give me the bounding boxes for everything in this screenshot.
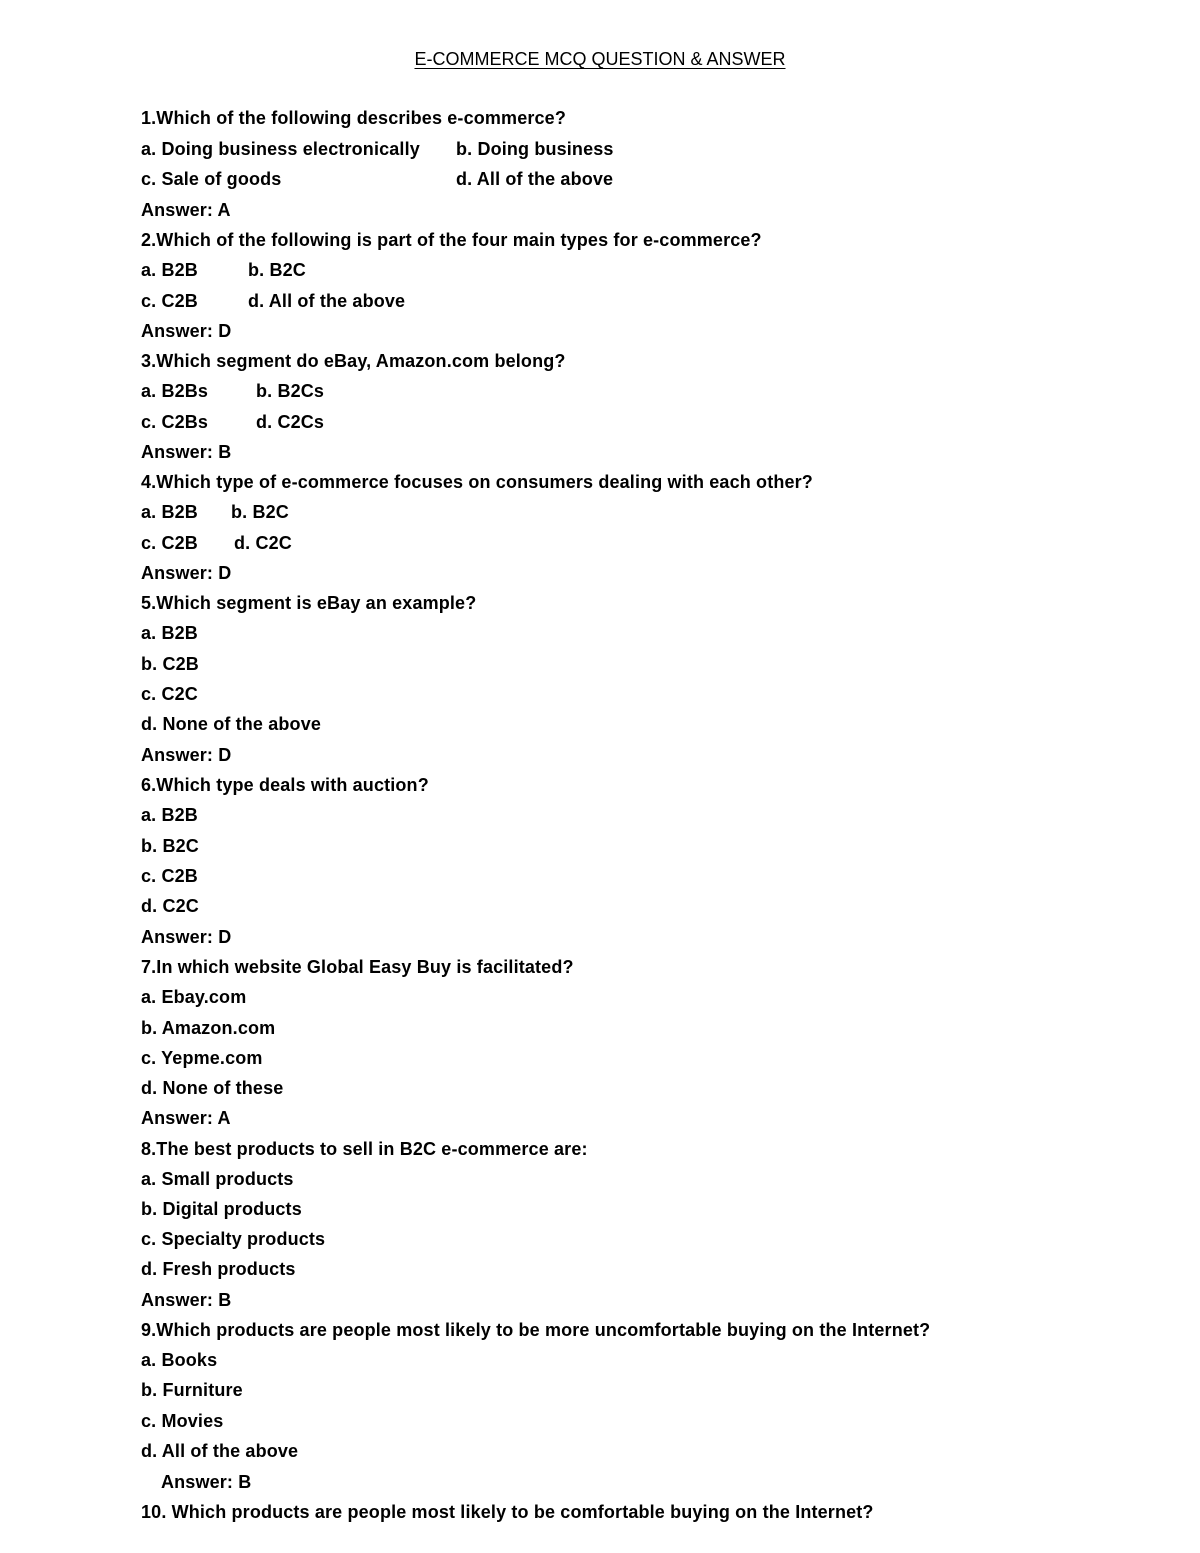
- option-text: c. Yepme.com: [141, 1048, 263, 1068]
- option-text: d. Fresh products: [141, 1259, 296, 1279]
- option-text: b. B2C: [231, 502, 289, 522]
- question-text: 7.In which website Global Easy Buy is facilitated?: [141, 957, 574, 977]
- question-text: 6.Which type deals with auction?: [141, 775, 429, 795]
- question-text: 5.Which segment is eBay an example?: [141, 593, 477, 613]
- answer-text: Answer: A: [141, 1108, 231, 1128]
- option-text: b. B2C: [248, 260, 306, 280]
- question-text: 2.Which of the following is part of the four main types for e-commerce?: [141, 230, 762, 250]
- option-text: a. Books: [141, 1350, 218, 1370]
- option-text: c. C2C: [141, 684, 198, 704]
- option-text: a. Ebay.com: [141, 987, 247, 1007]
- option-text: b. Doing business: [456, 139, 614, 159]
- answer-text: Answer: D: [141, 927, 232, 947]
- option-text: c. C2B: [141, 291, 198, 311]
- option-text: b. C2B: [141, 654, 199, 674]
- page-title: E-COMMERCE MCQ QUESTION & ANSWER: [414, 49, 786, 69]
- answer-text: Answer: B: [161, 1472, 252, 1492]
- option-text: d. All of the above: [248, 291, 406, 311]
- option-text: c. C2B: [141, 533, 198, 553]
- option-text: d. C2Cs: [256, 412, 325, 432]
- option-text: c. Specialty products: [141, 1229, 326, 1249]
- option-text: c. C2B: [141, 866, 198, 886]
- option-text: b. Digital products: [141, 1199, 302, 1219]
- question-text: 10. Which products are people most likely to be comfortable buying on the Internet?: [141, 1502, 874, 1522]
- option-text: a. B2B: [141, 260, 198, 280]
- option-text: d. None of the above: [141, 714, 322, 734]
- option-text: b. B2Cs: [256, 381, 325, 401]
- question-text: 9.Which products are people most likely to be more uncomfortable buying on the Internet?: [141, 1320, 931, 1340]
- option-text: a. Doing business electronically: [141, 139, 420, 159]
- answer-text: Answer: B: [141, 1290, 232, 1310]
- option-text: b. B2C: [141, 836, 199, 856]
- answer-text: Answer: D: [141, 745, 232, 765]
- answer-text: Answer: D: [141, 563, 232, 583]
- option-text: d. All of the above: [141, 1441, 299, 1461]
- option-text: d. None of these: [141, 1078, 284, 1098]
- option-text: a. B2B: [141, 502, 198, 522]
- option-text: c. Sale of goods: [141, 169, 282, 189]
- answer-text: Answer: A: [141, 200, 231, 220]
- option-text: a. B2Bs: [141, 381, 209, 401]
- question-text: 4.Which type of e-commerce focuses on consumers dealing with each other?: [141, 472, 813, 492]
- option-text: d. All of the above: [456, 169, 614, 189]
- answer-text: Answer: B: [141, 442, 232, 462]
- option-text: d. C2C: [234, 533, 292, 553]
- option-text: a. B2B: [141, 623, 198, 643]
- option-text: b. Amazon.com: [141, 1018, 276, 1038]
- question-text: 1.Which of the following describes e-commerce?: [141, 108, 566, 128]
- option-text: c. Movies: [141, 1411, 224, 1431]
- option-text: a. B2B: [141, 805, 198, 825]
- question-text: 8.The best products to sell in B2C e-commerce are:: [141, 1139, 588, 1159]
- question-text: 3.Which segment do eBay, Amazon.com belong?: [141, 351, 566, 371]
- option-text: b. Furniture: [141, 1380, 243, 1400]
- answer-text: Answer: D: [141, 321, 232, 341]
- option-text: c. C2Bs: [141, 412, 209, 432]
- option-text: d. C2C: [141, 896, 199, 916]
- option-text: a. Small products: [141, 1169, 294, 1189]
